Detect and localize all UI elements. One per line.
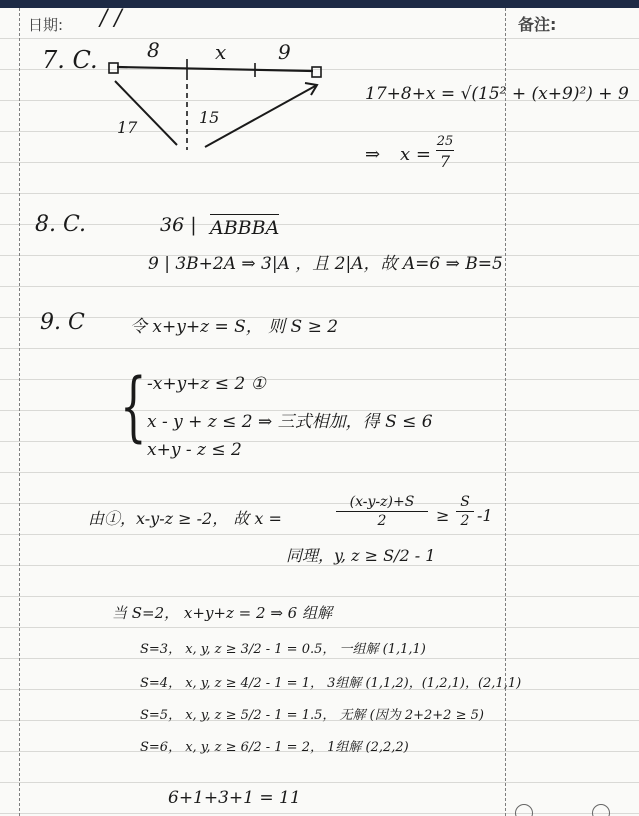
q8-number: ABBBA: [210, 214, 279, 239]
q8-line1-prefix: 36 |: [160, 214, 197, 236]
system-brace: {: [120, 361, 147, 450]
len-9: 9: [278, 40, 291, 64]
q9-geq: ≥: [436, 506, 450, 525]
q9-case-intro: 当 S=2， x+y+z = 2 ⇒ 6 组解: [112, 604, 332, 622]
len-15: 15: [199, 108, 220, 127]
q7-equation: 17+8+x = √(15² + (x+9)²) + 9: [365, 84, 629, 104]
q9-frac2-tail: -1: [477, 506, 493, 525]
q9-intro: 令 x+y+z = S， 则 S ≥ 2: [130, 317, 339, 337]
q7-diagram: [95, 38, 335, 160]
q9-fraction-1: [336, 494, 428, 529]
q9-label: 9. C: [40, 310, 85, 335]
denominator: 7: [439, 152, 451, 171]
len-x: x: [215, 40, 227, 64]
right-slant: [205, 85, 317, 147]
denominator: 2: [460, 513, 470, 529]
q9-sys3: x+y - z ≤ 2: [147, 440, 242, 460]
left-square: [109, 63, 118, 73]
denominator: 2: [377, 513, 387, 529]
numerator: S: [460, 494, 470, 510]
q9-same: 同理，y, z ≥ S/2 - 1: [286, 546, 436, 565]
q9-case: S=3， x, y, z ≥ 3/2 - 1 = 0.5， 一组解 (1,1,1): [140, 642, 426, 657]
q9-sys2: x - y + z ≤ 2 ⇒ 三式相加，得 S ≤ 6: [147, 412, 433, 432]
top-line: [117, 67, 313, 71]
top-bar: [0, 0, 639, 8]
q7-arrow: ⇒: [365, 144, 381, 165]
q8-line2: 9 | 3B+2A ⇒ 3|A ，且 2|A，故 A=6 ⇒ B=5: [148, 254, 503, 274]
notes-column-line: [505, 8, 506, 816]
q8-label: 8. C.: [35, 212, 87, 237]
corner-circle-icon: [592, 804, 610, 816]
left-margin-line: [19, 8, 20, 816]
q9-case: S=5， x, y, z ≥ 5/2 - 1 = 1.5， 无解 (因为 2+2+2 ≥ 5): [140, 708, 484, 723]
len-8: 8: [147, 38, 160, 62]
right-square: [312, 67, 321, 77]
q7-fraction: [436, 134, 454, 171]
q9-sys1: -x+y+z ≤ 2 ①: [147, 374, 266, 394]
date-value: / /: [100, 6, 122, 31]
len-17: 17: [117, 118, 138, 137]
numerator: (x-y-z)+S: [349, 494, 415, 510]
q9-total: 6+1+3+1 = 11: [168, 788, 301, 808]
q9-fraction-2: [456, 494, 474, 529]
q7-result-var: x =: [400, 144, 431, 165]
q9-case: S=4， x, y, z ≥ 4/2 - 1 = 1， 3组解 (1,1,2)，(1,2,1)，(2,1,1): [140, 676, 522, 691]
numerator: 25: [436, 134, 454, 149]
q9-case: S=6， x, y, z ≥ 6/2 - 1 = 2， 1组解 (2,2,2): [140, 740, 409, 755]
q7-label: 7. C.: [42, 46, 98, 74]
q9-from-text: 由①，x-y-z ≥ -2， 故 x =: [88, 509, 282, 528]
date-label: 日期:: [28, 16, 64, 34]
corner-circle-icon: [515, 804, 533, 816]
note-label: 备注:: [518, 15, 557, 34]
